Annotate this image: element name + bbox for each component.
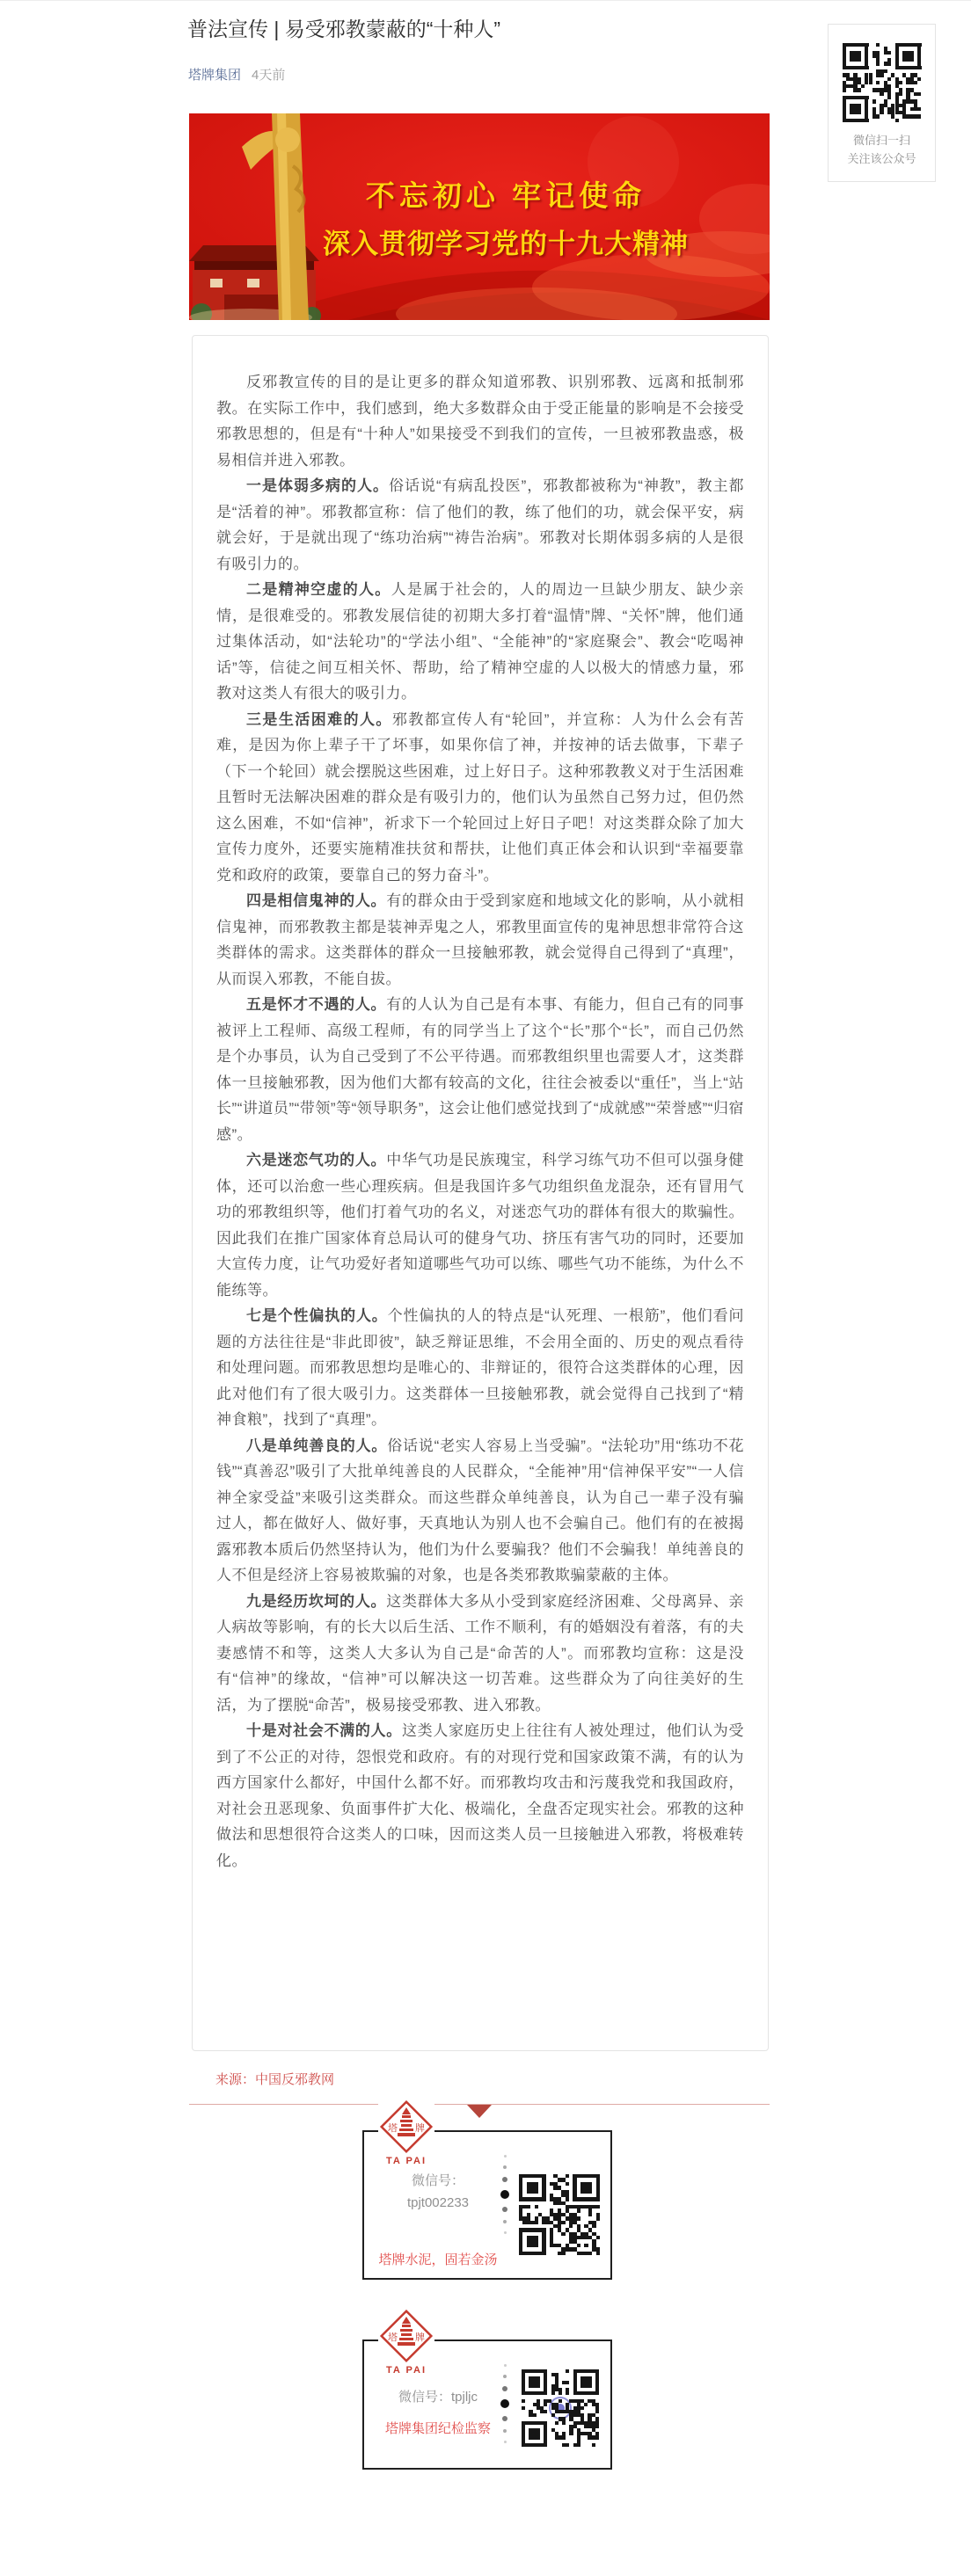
- wechat-id-label: 微信号：: [411, 2173, 464, 2188]
- paragraph: 五是怀才不遇的人。有的人认为自己是有本事、有能力，但自己有的同事被评上工程师、高级工程师，有的同学当上了这个“长”那个“长”，而自己仍然是个办事员，认为自己受到了不公平待遇。而邪教组织里也需要人才，这类群体一旦接触邪教，因为他们大都有较高的文化，往往会被委以“重任”，当上“站长”“讲道员”“带领”等“领导职务”，这会让他们感觉找到了“成就感”“荣誉感”“归宿感”。: [216, 996, 745, 1143]
- svg-text:牌: 牌: [415, 2332, 425, 2343]
- qr-hint-line1: 微信扫一扫: [852, 134, 910, 147]
- tapai-logo: [378, 2100, 434, 2169]
- svg-text:TA PAI: TA PAI: [385, 2365, 427, 2376]
- page-title: 普法宣传 | 易受邪教蒙蔽的“十种人”: [187, 18, 501, 40]
- card-slogan: 塔牌水泥，固若金汤: [378, 2252, 498, 2267]
- paragraph: 二是精神空虚的人。人是属于社会的，人的周边一旦缺少朋友、缺少亲情，是很难受的。邪教发展信徒的初期大多打着“温情”牌、“关怀”牌，他们通过集体活动，如“法轮功”的“学法小组”、“全能神”的“家庭聚会”、教会“吃喝神话”等，信徒之间互相关怀、帮助，给了精神空虚的人以极大的情感力量，邪教对这类人有很大的吸引力。: [216, 581, 745, 702]
- banner-slogan-line1: 不忘初心 牢记使命: [365, 179, 646, 212]
- paragraph: 反邪教宣传的目的是让更多的群众知道邪教、识别邪教、远离和抵制邪教。在实际工作中，我们感到，绝大多数群众由于受正能量的影响是不会接受邪教思想的，但是有“十种人”如果接受不到我们的宣传，一旦被邪教蛊惑，极易相信并进入邪教。: [216, 374, 744, 469]
- svg-text:塔: 塔: [388, 2123, 398, 2134]
- banner-slogan: [251, 173, 761, 261]
- paragraph: 四是相信鬼神的人。有的群众由于受到家庭和地域文化的影响，从小就相信鬼神，而邪教教主都是装神弄鬼之人，邪教里面宣传的鬼神思想非常符合这类群体的需求。这类群体的群众一旦接触邪教，就会觉得自己得到了“真理”，从而误入邪教，不能自拔。: [216, 892, 745, 987]
- byline: [188, 65, 285, 84]
- paragraph: 九是经历坎坷的人。这类群体大多从小受到家庭经济困难、父母离异、亲人病故等影响，有的长大以后生活、工作不顺利，有的婚姻没有着落，有的夫妻感情不和等，这类人大多认为自己是“命苦的人”。而邪教均宣称：这是没有“信神”的缘故，“信神”可以解决这一切苦难。这些群众为了向往美好的生活，为了摆脱“命苦”，极易接受邪教、进入邪教。: [216, 1592, 745, 1714]
- paragraph: 六是迷恋气功的人。中华气功是民族瑰宝，科学习练气功不但可以强身健体，还可以治愈一些心理疾病。但是我国许多气功组织鱼龙混杂，还有冒用气功的邪教组织等，他们打着气功的名义，对迷恋气功的群体有很大的欺骗性。因此我们在推广国家体育总局认可的健身气功、挤压有害气功的同时，还要加大宣传力度，让气功爱好者知道哪些气功可以练、哪些气功不能练，为什么不能练等。: [216, 1152, 745, 1299]
- dotted-separator: [498, 2364, 512, 2451]
- article-body: [192, 335, 769, 2051]
- follow-qr-code: [843, 43, 922, 122]
- qr-hint-line2: 关注该公众号: [847, 152, 916, 165]
- wechat-card-cement: [362, 2123, 612, 2280]
- card-slogan: 塔牌集团纪检监察: [384, 2421, 491, 2436]
- tapai-logo: [378, 2310, 434, 2378]
- wechat-id-line: 微信号：tpjljc: [398, 2390, 478, 2405]
- banner-slogan-line2: 深入贯彻学习党的十九大精神: [323, 229, 689, 259]
- banner-image: [189, 113, 770, 320]
- wechat-id-value: tpjt002233: [406, 2195, 470, 2210]
- publish-time: 4天前: [252, 68, 286, 83]
- wechat-card-discipline: [362, 2332, 612, 2470]
- follow-qr-panel: [828, 24, 936, 182]
- discipline-qr-code: [522, 2369, 599, 2447]
- paragraph: 七是个性偏执的人。个性偏执的人的特点是“认死理、一根筋”，他们看问题的方法往往是“非此即彼”，缺乏辩证思维，不会用全面的、历史的观点看待和处理问题。而邪教思想均是唯心的、非辩证的，很符合这类群体的心理，因此对他们有了很大吸引力。这类群体一旦接触邪教，就会觉得自己找到了“精神食粮”，找到了“真理”。: [216, 1307, 745, 1428]
- paragraph: 三是生活困难的人。邪教都宣传人有“轮回”，并宣称：人为什么会有苦难，是因为你上辈子干了坏事，如果你信了神，并按神的话去做事，下辈子（下一个轮回）就会摆脱这些困难，过上好日子。这种邪教教义对于生活困难且暂时无法解决困难的群众是有吸引力的，他们认为虽然自己努力过，但仍然这么困难，不如“信神”，祈求下一个轮回过上好日子吧！对这类群众除了加大宣传力度外，还要实施精准扶贫和帮扶，让他们真正体会和认识到“幸福要靠党和政府的政策，要靠自己的努力奋斗”。: [216, 710, 744, 884]
- paragraph: 十是对社会不满的人。这类人家庭历史上往往有人被处理过，他们认为受到了不公正的对待，怨恨党和政府。有的对现行党和国家政策不满，有的认为西方国家什么都好，中国什么都不好。而邪教均攻击和污蔑我党和我国政府，对社会丑恶现象、负面事件扩大化、极端化，全盘否定现实社会。邪教的这种做法和思想很符合这类人的口味，因而这类人员一旦接触进入邪教，将极难转化。: [216, 1722, 745, 1869]
- dotted-separator: [498, 2155, 512, 2242]
- svg-text:TA PAI: TA PAI: [385, 2156, 427, 2166]
- source-credit: 来源：中国反邪教网: [215, 2072, 335, 2087]
- down-triangle-icon: [467, 2105, 492, 2118]
- svg-text:牌: 牌: [415, 2123, 425, 2134]
- paragraph: 一是体弱多病的人。俗话说“有病乱投医”，邪教都被称为“神教”，教主都是“活着的神”。邪教都宣称：信了他们的教，练了他们的功，就会保平安，病就会好，于是就出现了“练功治病”“祷告治病”。邪教对长期体弱多病的人是很有吸引力的。: [216, 477, 744, 572]
- svg-text:塔: 塔: [388, 2332, 398, 2343]
- paragraph: 八是单纯善良的人。俗话说“老实人容易上当受骗”。“法轮功”用“练功不花钱”“真善忍”吸引了大批单纯善良的人民群众，“全能神”用“信神保平安”“一人信神全家受益”来吸引这类群众。而这些群众单纯善良，认为自己一辈子没有骗过人，都在做好人、做好事，天真地认为别人也不会骗自己。他们有的在被揭露邪教本质后仍然坚持认为，他们为什么要骗我？他们不会骗我！单纯善良的人不但是经济上容易被欺骗的对象，也是各类邪教欺骗蒙蔽的主体。: [216, 1437, 744, 1583]
- cement-qr-code: [519, 2174, 600, 2255]
- account-link[interactable]: 塔牌集团: [188, 68, 242, 83]
